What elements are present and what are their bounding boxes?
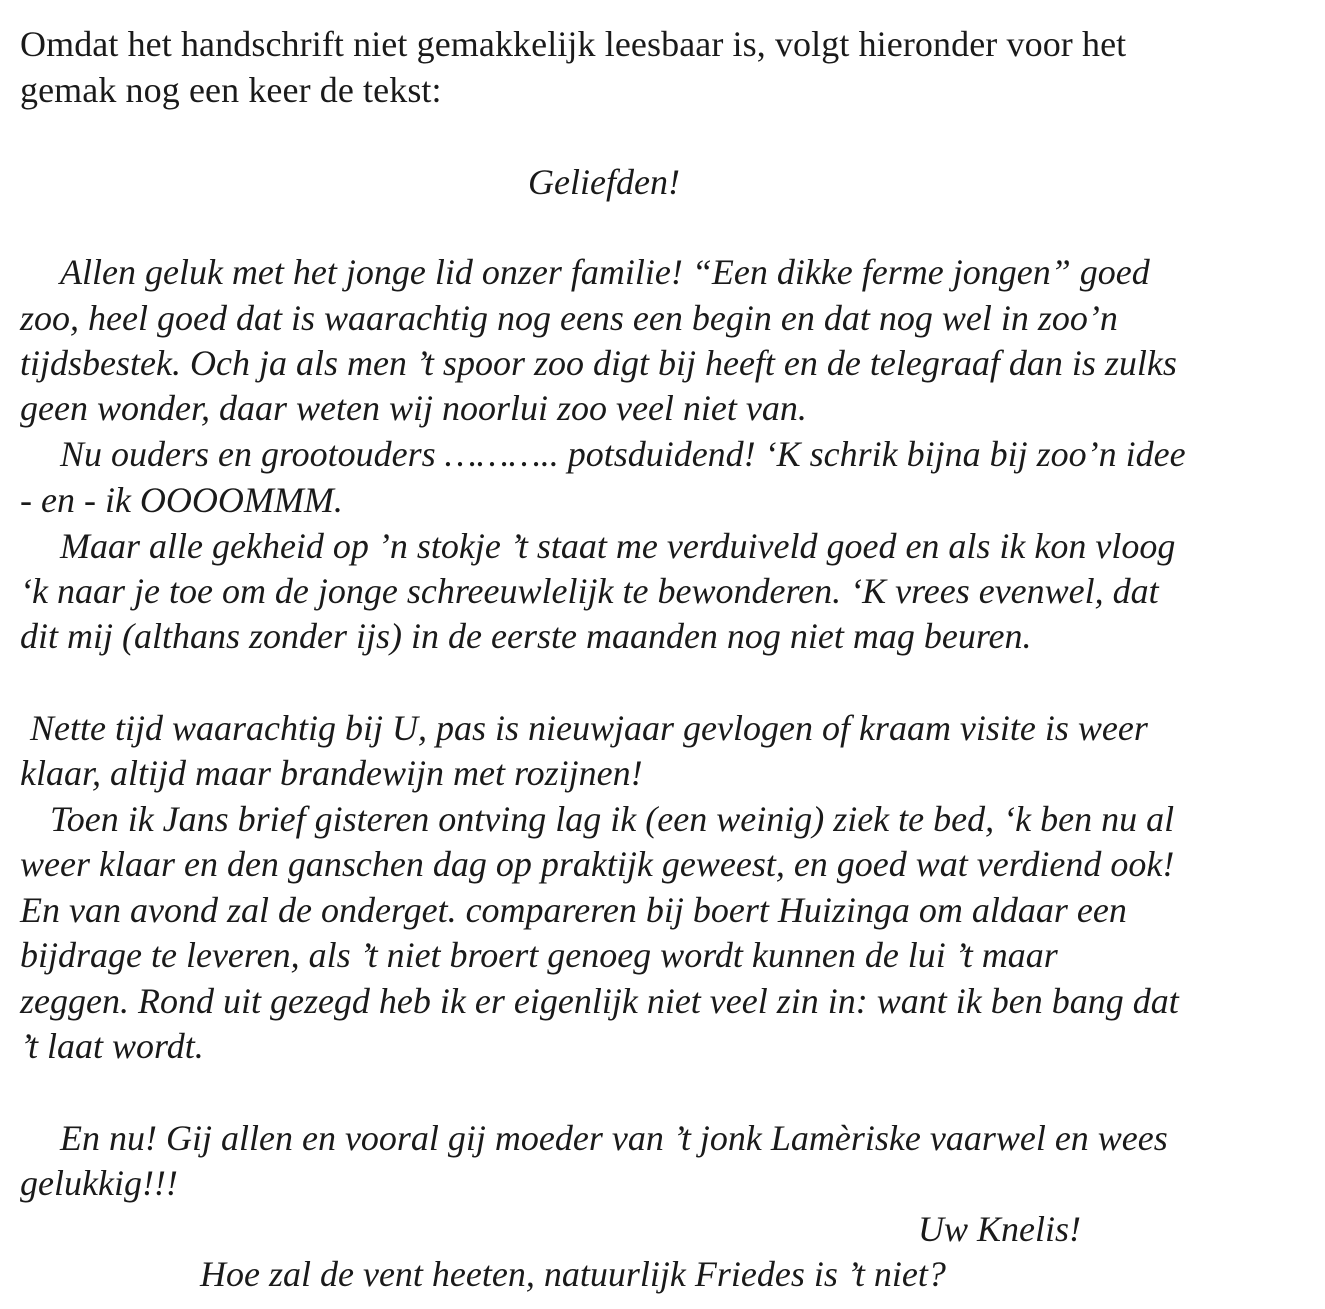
- letter-line: En nu! Gij allen en vooral gij moeder van ’t jonk Lamèriske vaarwel en wees: [60, 1118, 1168, 1158]
- intro-line: Omdat het handschrift niet gemakkelijk leesbaar is, volgt hieronder voor het: [20, 24, 1127, 64]
- letter-line: En van avond zal de onderget. compareren bij boert Huizinga om aldaar een: [20, 890, 1127, 930]
- letter-line: bijdrage te leveren, als ’t niet broert genoeg wordt kunnen de lui ’t maar: [20, 935, 1058, 975]
- letter-line: klaar, altijd maar brandewijn met rozijnen!: [20, 753, 643, 793]
- letter-line: geen wonder, daar weten wij noorlui zoo veel niet van.: [20, 388, 807, 428]
- letter-line: Nette tijd waarachtig bij U, pas is nieuwjaar gevlogen of kraam visite is weer: [30, 708, 1148, 748]
- letter-line: Nu ouders en grootouders ……….. potsduidend! ‘K schrik bijna bij zoo’n idee: [60, 434, 1186, 474]
- letter-postscript: Hoe zal de vent heeten, natuurlijk Friedes is ’t niet?: [200, 1254, 946, 1294]
- letter-line: ’t laat wordt.: [20, 1026, 204, 1066]
- letter-line: dit mij (althans zonder ijs) in de eerste maanden nog niet mag beuren.: [20, 616, 1032, 656]
- letter-line: ‘k naar je toe om de jonge schreeuwlelijk te bewonderen. ‘K vrees evenwel, dat: [20, 571, 1159, 611]
- letter-salutation: Geliefden!: [528, 162, 680, 202]
- letter-line: zoo, heel goed dat is waarachtig nog eens een begin en dat nog wel in zoo’n: [20, 298, 1118, 338]
- letter-line: tijdsbestek. Och ja als men ’t spoor zoo digt bij heeft en de telegraaf dan is zulks: [20, 343, 1177, 383]
- letter-line: Toen ik Jans brief gisteren ontving lag ik (een weinig) ziek te bed, ‘k ben nu al: [50, 799, 1175, 839]
- letter-line: weer klaar en den ganschen dag op praktijk geweest, en goed wat verdiend ook!: [20, 844, 1175, 884]
- letter-signature: Uw Knelis!: [918, 1209, 1082, 1249]
- letter-line: zeggen. Rond uit gezegd heb ik er eigenlijk niet veel zin in: want ik ben bang dat: [20, 981, 1179, 1021]
- letter-line: Allen geluk met het jonge lid onzer familie! “Een dikke ferme jongen” goed: [60, 252, 1150, 292]
- intro-line: gemak nog een keer de tekst:: [20, 70, 442, 110]
- letter-line: gelukkig!!!: [20, 1163, 178, 1203]
- letter-line: Maar alle gekheid op ’n stokje ’t staat me verduiveld goed en als ik kon vloog: [60, 526, 1176, 566]
- letter-line: - en - ik OOOOMMM.: [20, 480, 343, 520]
